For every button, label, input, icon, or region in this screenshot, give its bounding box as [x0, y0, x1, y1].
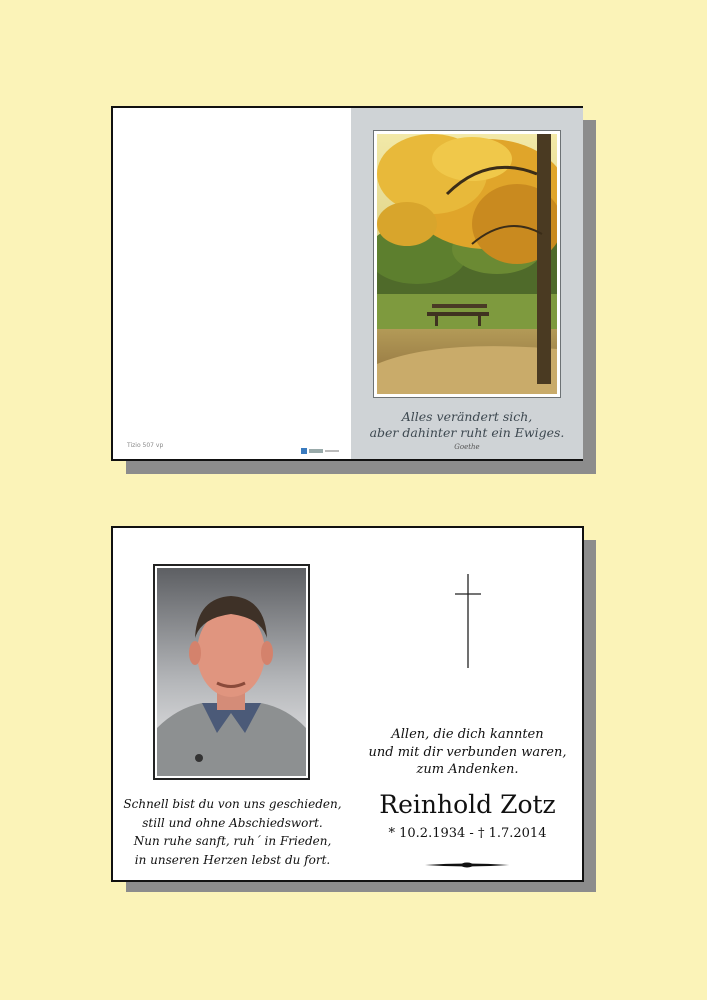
poem: [113, 795, 352, 869]
cross-icon: [453, 574, 483, 670]
poem-line: in unseren Herzen lebst du fort.: [134, 852, 331, 867]
autumn-park-bench-image: [377, 134, 557, 394]
poem-line: still und ohne Abschiedswort.: [142, 815, 323, 830]
life-dates: * 10.2.1934 - † 1.7.2014: [388, 826, 547, 841]
front-cover-panel: [351, 108, 583, 459]
front-card: [111, 106, 583, 461]
publisher-logo-icon: [301, 440, 341, 448]
ornament-divider-icon: [425, 853, 509, 859]
portrait-frame: [153, 564, 310, 780]
imprint-code: Tizio 507 vp: [127, 442, 164, 449]
portrait-photo: [157, 568, 306, 776]
dedication-line: Allen, die dich kannten: [391, 727, 544, 742]
quote-line-2: aber dahinter ruht ein Ewiges.: [369, 425, 565, 440]
poem-line: Nun ruhe sanft, ruh´ in Frieden,: [133, 834, 332, 848]
dedication-line: zum Andenken.: [416, 762, 519, 777]
photo-frame: [373, 130, 561, 398]
poem-line: Schnell bist du von uns geschieden,: [123, 797, 342, 811]
quote-line-1: Alles verändert sich,: [401, 409, 533, 424]
dedication-line: und mit dir verbunden waren,: [368, 744, 567, 760]
deceased-name: Reinhold Zotz: [379, 790, 556, 819]
quote-author: Goethe: [454, 443, 480, 451]
dedication: [351, 726, 584, 779]
inside-card: [111, 526, 584, 882]
